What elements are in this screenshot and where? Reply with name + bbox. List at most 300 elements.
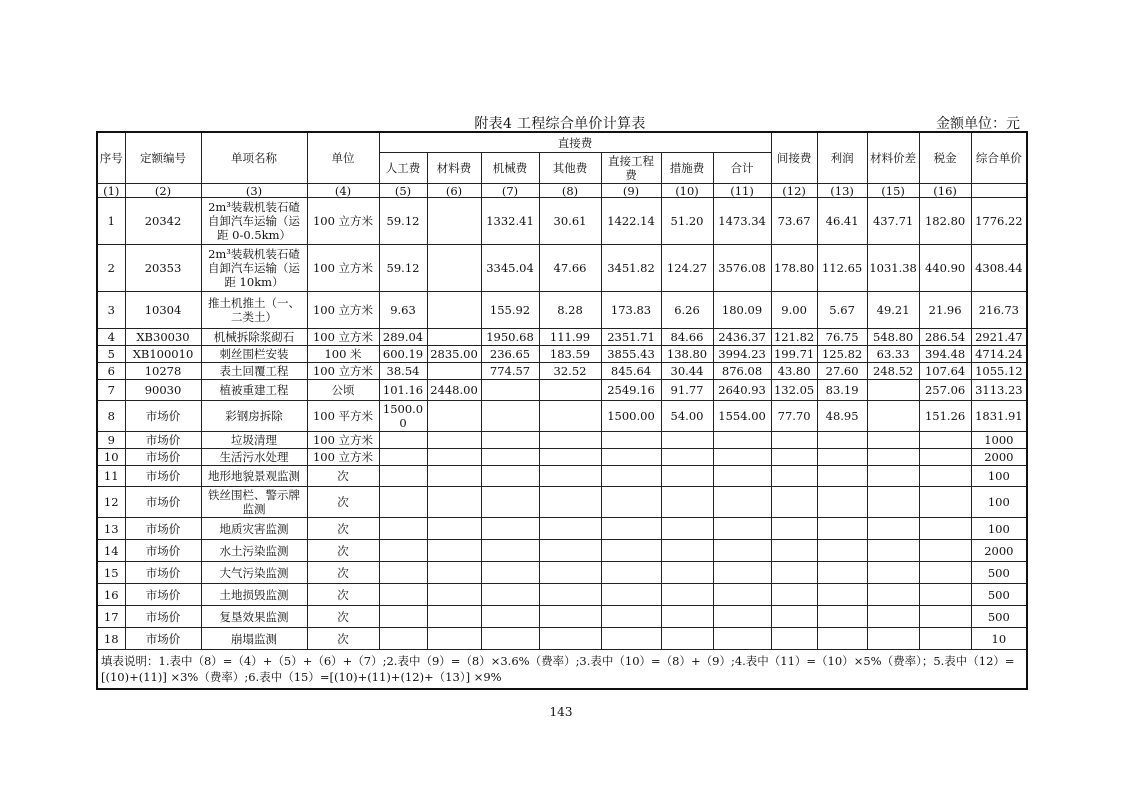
table-body [97,198,1027,690]
cell-machine [481,628,539,650]
header-mat-diff: 材料价差 [867,132,919,184]
cell-measure [661,606,713,628]
cell-indirect [771,540,817,562]
cell-indirect [771,487,817,518]
cell-indirect: 73.67 [771,198,817,245]
cell-code: XB30030 [125,329,201,346]
cell-machine [481,432,539,449]
cell-composite: 3113.23 [971,380,1027,401]
cell-seq: 14 [97,540,125,562]
col-number: (1) [97,184,125,198]
cell-measure [661,518,713,540]
cell-unit: 次 [307,540,379,562]
cell-labor: 59.12 [379,245,427,292]
cell-material [427,540,481,562]
cell-name: 复垦效果监测 [201,606,307,628]
table-row [97,562,1027,584]
cell-indirect: 43.80 [771,363,817,380]
cell-direct-eng: 2351.71 [601,329,661,346]
col-number: (4) [307,184,379,198]
header-measure: 措施费 [661,153,713,184]
cell-seq: 13 [97,518,125,540]
cell-direct-eng: 845.64 [601,363,661,380]
cell-direct-eng [601,449,661,466]
header-unit: 单位 [307,132,379,184]
header-code: 定额编号 [125,132,201,184]
header-indirect: 间接费 [771,132,817,184]
cell-unit: 次 [307,518,379,540]
cell-profit [817,466,867,487]
cell-composite: 4308.44 [971,245,1027,292]
cell-code: 市场价 [125,432,201,449]
cell-subtotal [713,628,771,650]
header-labor: 人工费 [379,153,427,184]
cell-other: 183.59 [539,346,601,363]
cell-measure: 138.80 [661,346,713,363]
cell-subtotal: 3994.23 [713,346,771,363]
cell-measure: 124.27 [661,245,713,292]
cell-subtotal: 3576.08 [713,245,771,292]
cell-direct-eng: 1422.14 [601,198,661,245]
cell-measure [661,466,713,487]
cell-other [539,562,601,584]
cell-unit: 次 [307,606,379,628]
cell-direct-eng: 3855.43 [601,346,661,363]
cell-unit: 100 立方米 [307,245,379,292]
cell-indirect [771,518,817,540]
cell-direct-eng [601,628,661,650]
col-number: (16) [919,184,971,198]
cell-measure [661,540,713,562]
cell-name: 表土回覆工程 [201,363,307,380]
cell-code: 10304 [125,292,201,329]
cell-subtotal: 1554.00 [713,401,771,432]
cell-material [427,487,481,518]
cell-code: 市场价 [125,487,201,518]
cell-material [427,198,481,245]
cell-direct-eng [601,466,661,487]
cell-material [427,292,481,329]
table-row [97,449,1027,466]
cell-tax [919,606,971,628]
cell-labor [379,540,427,562]
header-other: 其他费 [539,153,601,184]
cell-composite: 216.73 [971,292,1027,329]
cell-seq: 16 [97,584,125,606]
cell-tax [919,518,971,540]
cell-other [539,380,601,401]
cell-measure: 54.00 [661,401,713,432]
cell-machine: 774.57 [481,363,539,380]
unit-price-table [96,131,1028,690]
cell-material [427,518,481,540]
col-number: (10) [661,184,713,198]
header-name: 单项名称 [201,132,307,184]
cell-mat-diff [867,449,919,466]
cell-measure: 51.20 [661,198,713,245]
cell-name: 生活污水处理 [201,449,307,466]
cell-direct-eng [601,562,661,584]
cell-subtotal [713,562,771,584]
cell-name: 植被重建工程 [201,380,307,401]
col-number: (5) [379,184,427,198]
cell-labor: 101.16 [379,380,427,401]
cell-indirect: 9.00 [771,292,817,329]
cell-indirect: 199.71 [771,346,817,363]
cell-material: 2448.00 [427,380,481,401]
cell-direct-eng: 1500.00 [601,401,661,432]
cell-material [427,449,481,466]
cell-tax [919,449,971,466]
cell-mat-diff: 63.33 [867,346,919,363]
cell-labor: 1500.00 [379,401,427,432]
header-machine: 机械费 [481,153,539,184]
table-row [97,628,1027,650]
cell-code: 市场价 [125,401,201,432]
cell-measure: 30.44 [661,363,713,380]
cell-composite: 4714.24 [971,346,1027,363]
table-row [97,346,1027,363]
table-row [97,540,1027,562]
cell-name: 水土污染监测 [201,540,307,562]
cell-labor [379,606,427,628]
header-subtotal: 合计 [713,153,771,184]
cell-unit: 100 立方米 [307,292,379,329]
cell-material [427,363,481,380]
cell-indirect [771,432,817,449]
cell-composite: 500 [971,584,1027,606]
cell-profit [817,432,867,449]
cell-name: 铁丝围栏、警示牌监测 [201,487,307,518]
cell-composite: 2000 [971,449,1027,466]
cell-subtotal [713,518,771,540]
cell-mat-diff [867,584,919,606]
cell-other [539,487,601,518]
cell-subtotal [713,487,771,518]
cell-measure [661,584,713,606]
cell-other [539,401,601,432]
cell-composite: 100 [971,487,1027,518]
header-direct-group: 直接费 [379,132,771,153]
cell-unit: 100 米 [307,346,379,363]
cell-material [427,245,481,292]
col-number: (13) [817,184,867,198]
cell-subtotal [713,466,771,487]
cell-seq: 10 [97,449,125,466]
cell-name: 地形地貌景观监测 [201,466,307,487]
table-row [97,198,1027,245]
cell-unit: 次 [307,584,379,606]
cell-machine: 3345.04 [481,245,539,292]
cell-tax [919,540,971,562]
cell-machine [481,606,539,628]
cell-code: 90030 [125,380,201,401]
cell-tax [919,584,971,606]
cell-machine [481,466,539,487]
cell-material [427,584,481,606]
cell-indirect [771,584,817,606]
table-row [97,329,1027,346]
cell-labor [379,562,427,584]
cell-tax [919,466,971,487]
cell-labor [379,487,427,518]
cell-subtotal [713,584,771,606]
cell-material [427,562,481,584]
cell-material [427,329,481,346]
cell-code: 市场价 [125,562,201,584]
col-number [971,184,1027,198]
table-row [97,363,1027,380]
cell-labor [379,466,427,487]
cell-other: 32.52 [539,363,601,380]
cell-mat-diff: 1031.38 [867,245,919,292]
cell-subtotal: 2640.93 [713,380,771,401]
cell-machine [481,562,539,584]
cell-profit [817,449,867,466]
cell-labor: 59.12 [379,198,427,245]
cell-profit: 83.19 [817,380,867,401]
cell-subtotal [713,432,771,449]
table-row [97,487,1027,518]
table-row [97,466,1027,487]
cell-unit: 100 立方米 [307,329,379,346]
cell-name: 2m³装载机装石碴自卸汽车运输（运距 0-0.5km） [201,198,307,245]
cell-machine: 1950.68 [481,329,539,346]
cell-composite: 100 [971,466,1027,487]
cell-labor [379,518,427,540]
col-number: (7) [481,184,539,198]
cell-subtotal: 180.09 [713,292,771,329]
cell-other [539,466,601,487]
cell-material [427,606,481,628]
cell-profit: 48.95 [817,401,867,432]
cell-subtotal [713,449,771,466]
cell-unit: 100 立方米 [307,198,379,245]
cell-mat-diff [867,606,919,628]
cell-indirect [771,628,817,650]
cell-profit [817,487,867,518]
cell-mat-diff: 248.52 [867,363,919,380]
cell-direct-eng: 173.83 [601,292,661,329]
cell-composite: 2921.47 [971,329,1027,346]
cell-indirect: 132.05 [771,380,817,401]
cell-seq: 15 [97,562,125,584]
cell-direct-eng [601,606,661,628]
cell-mat-diff [867,466,919,487]
cell-mat-diff: 49.21 [867,292,919,329]
cell-direct-eng [601,487,661,518]
cell-mat-diff [867,487,919,518]
cell-measure: 91.77 [661,380,713,401]
cell-name: 刺丝围栏安装 [201,346,307,363]
cell-other: 47.66 [539,245,601,292]
cell-subtotal: 1473.34 [713,198,771,245]
cell-code: 市场价 [125,540,201,562]
col-number: (3) [201,184,307,198]
table-row [97,245,1027,292]
cell-labor [379,584,427,606]
cell-profit: 112.65 [817,245,867,292]
cell-direct-eng [601,432,661,449]
cell-indirect [771,449,817,466]
cell-measure [661,562,713,584]
cell-profit [817,628,867,650]
cell-code: 市场价 [125,466,201,487]
cell-name: 地质灾害监测 [201,518,307,540]
cell-mat-diff [867,432,919,449]
cell-measure: 6.26 [661,292,713,329]
cell-tax [919,432,971,449]
cell-tax: 151.26 [919,401,971,432]
col-number: (11) [713,184,771,198]
cell-machine [481,380,539,401]
cell-profit [817,584,867,606]
cell-machine: 1332.41 [481,198,539,245]
cell-machine [481,449,539,466]
cell-profit [817,606,867,628]
cell-name: 彩钢房拆除 [201,401,307,432]
cell-direct-eng [601,518,661,540]
header-seq: 序号 [97,132,125,184]
cell-other [539,606,601,628]
cell-material [427,401,481,432]
cell-seq: 12 [97,487,125,518]
cell-labor: 9.63 [379,292,427,329]
cell-measure [661,487,713,518]
cell-composite: 1831.91 [971,401,1027,432]
cell-name: 大气污染监测 [201,562,307,584]
cell-name: 土地损毁监测 [201,584,307,606]
cell-code: 10278 [125,363,201,380]
cell-measure [661,628,713,650]
cell-code: XB100010 [125,346,201,363]
cell-direct-eng [601,540,661,562]
header-material: 材料费 [427,153,481,184]
cell-other: 8.28 [539,292,601,329]
cell-unit: 100 立方米 [307,432,379,449]
cell-unit: 100 平方米 [307,401,379,432]
cell-tax: 440.90 [919,245,971,292]
cell-seq: 11 [97,466,125,487]
cell-unit: 次 [307,628,379,650]
cell-composite: 2000 [971,540,1027,562]
cell-seq: 8 [97,401,125,432]
cell-profit: 27.60 [817,363,867,380]
cell-other: 30.61 [539,198,601,245]
cell-seq: 2 [97,245,125,292]
cell-subtotal [713,606,771,628]
cell-machine [481,401,539,432]
cell-material [427,466,481,487]
cell-material [427,628,481,650]
cell-indirect: 77.70 [771,401,817,432]
cell-labor [379,432,427,449]
cell-profit [817,540,867,562]
cell-code: 市场价 [125,449,201,466]
cell-seq: 3 [97,292,125,329]
cell-direct-eng: 2549.16 [601,380,661,401]
table-row [97,401,1027,432]
cell-unit: 次 [307,487,379,518]
cell-labor: 289.04 [379,329,427,346]
cell-labor: 38.54 [379,363,427,380]
cell-other: 111.99 [539,329,601,346]
cell-tax [919,487,971,518]
col-number: (15) [867,184,919,198]
cell-tax [919,562,971,584]
cell-seq: 4 [97,329,125,346]
col-number: (9) [601,184,661,198]
col-number: (12) [771,184,817,198]
cell-machine [481,584,539,606]
cell-measure [661,449,713,466]
table-row [97,292,1027,329]
cell-composite: 1055.12 [971,363,1027,380]
cell-unit: 100 立方米 [307,363,379,380]
cell-composite: 1000 [971,432,1027,449]
cell-other [539,449,601,466]
cell-other [539,584,601,606]
col-number: (6) [427,184,481,198]
cell-seq: 1 [97,198,125,245]
cell-code: 市场价 [125,606,201,628]
cell-measure [661,432,713,449]
cell-unit: 公顷 [307,380,379,401]
cell-seq: 18 [97,628,125,650]
table-title: 附表4 工程综合单价计算表 [474,116,646,132]
cell-profit: 125.82 [817,346,867,363]
cell-tax: 394.48 [919,346,971,363]
cell-machine [481,487,539,518]
cell-labor: 600.19 [379,346,427,363]
cell-seq: 9 [97,432,125,449]
cell-measure: 84.66 [661,329,713,346]
cell-machine [481,540,539,562]
cell-mat-diff [867,540,919,562]
cell-composite: 1776.22 [971,198,1027,245]
cell-code: 20342 [125,198,201,245]
cell-other [539,518,601,540]
cell-indirect [771,606,817,628]
cell-tax [919,628,971,650]
cell-material: 2835.00 [427,346,481,363]
table-row [97,432,1027,449]
cell-labor [379,628,427,650]
cell-name: 2m³装载机装石碴自卸汽车运输（运距 10km） [201,245,307,292]
table-row [97,380,1027,401]
table-row [97,518,1027,540]
cell-direct-eng: 3451.82 [601,245,661,292]
cell-unit: 100 立方米 [307,449,379,466]
cell-mat-diff [867,562,919,584]
table-row [97,606,1027,628]
cell-composite: 100 [971,518,1027,540]
col-number: (2) [125,184,201,198]
cell-tax: 286.54 [919,329,971,346]
cell-profit: 76.75 [817,329,867,346]
cell-indirect [771,562,817,584]
cell-labor [379,449,427,466]
cell-mat-diff: 437.71 [867,198,919,245]
cell-seq: 17 [97,606,125,628]
header-tax: 税金 [919,132,971,184]
cell-machine: 236.65 [481,346,539,363]
cell-direct-eng [601,584,661,606]
table-row [97,584,1027,606]
cell-subtotal: 876.08 [713,363,771,380]
cell-tax: 107.64 [919,363,971,380]
cell-indirect: 121.82 [771,329,817,346]
